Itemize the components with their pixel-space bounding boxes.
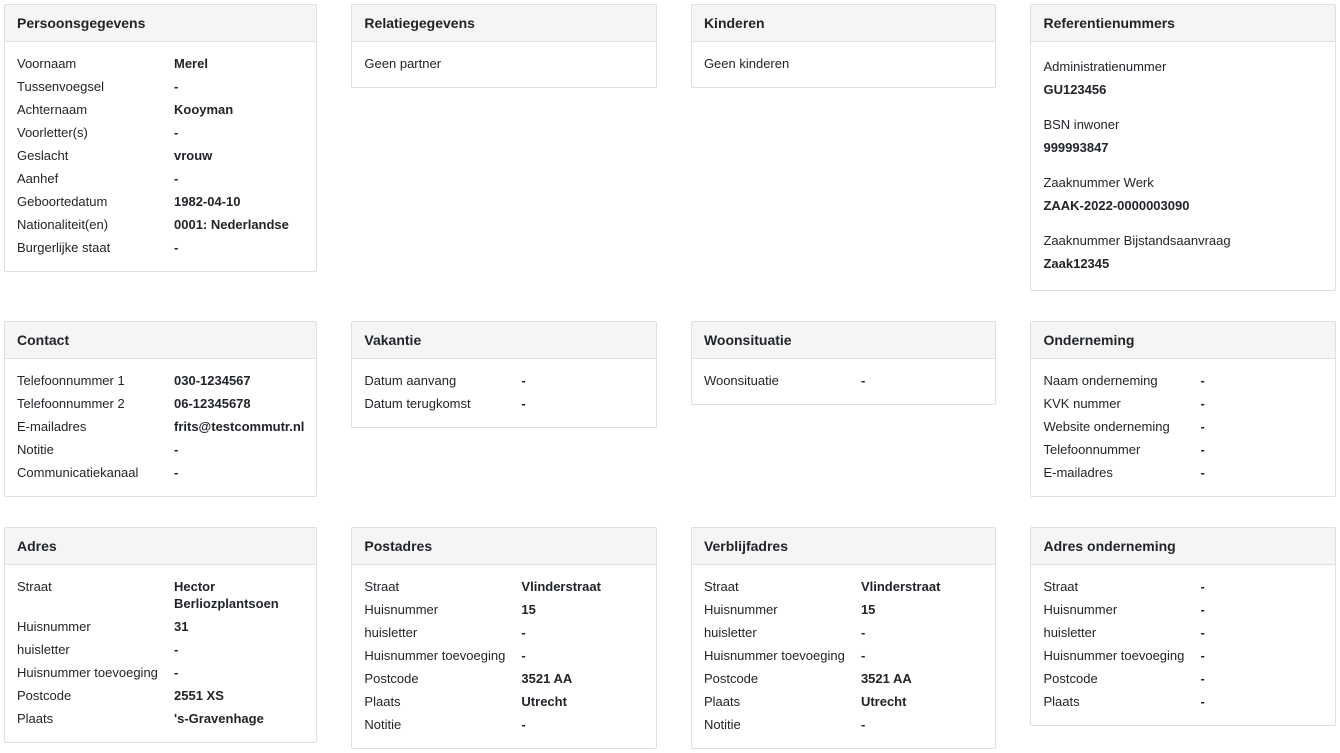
field-value: - (174, 642, 179, 657)
field-value: 15 (860, 602, 876, 617)
card-contact (4, 321, 317, 497)
field-label: Telefoonnummer 2 (17, 396, 125, 411)
card-persoonsgegevens (4, 4, 317, 272)
field-value: 1982-04-10 (174, 194, 241, 209)
card-title-adres-onderneming: Adres onderneming (1031, 528, 1335, 565)
field-value: 's-Gravenhage (174, 711, 264, 726)
field-row (364, 690, 644, 713)
reference-label: Administratienummer (1043, 59, 1167, 74)
card-body-kinderen (692, 42, 996, 87)
field-value: - (1200, 465, 1205, 480)
card-title-persoonsgegevens: Persoonsgegevens (5, 5, 316, 42)
field-label: Huisnummer (17, 619, 91, 634)
field-value: - (1200, 373, 1205, 388)
field-value: - (1200, 694, 1205, 709)
field-row (17, 167, 304, 190)
field-value: - (521, 396, 526, 411)
field-label: Plaats (364, 694, 401, 709)
card-title-referentienummers: Referentienummers (1031, 5, 1335, 42)
field-label: Postcode (703, 671, 759, 686)
field-value: - (860, 373, 866, 388)
field-row (17, 392, 304, 415)
reference-value: ZAAK-2022-0000003090 (1043, 198, 1190, 213)
field-label: huisletter (703, 625, 757, 640)
card-title-contact: Contact (5, 322, 316, 359)
reference-label: BSN inwoner (1043, 117, 1120, 132)
field-row (364, 644, 644, 667)
field-row (1043, 461, 1323, 484)
field-label: Datum aanvang (364, 373, 457, 388)
field-label: Plaats (1043, 694, 1080, 709)
card-body-relatiegegevens (352, 42, 656, 87)
field-value: - (1200, 396, 1205, 411)
field-label: Straat (364, 579, 400, 594)
field-row (1043, 598, 1323, 621)
card-body-contact (5, 359, 316, 496)
field-label: Telefoonnummer (1043, 442, 1141, 457)
field-row (704, 575, 984, 598)
field-value: 030-1234567 (174, 373, 251, 388)
field-row (704, 713, 984, 736)
reference-label: Zaaknummer Werk (1043, 175, 1154, 190)
card-kinderen (691, 4, 997, 88)
field-row (704, 667, 984, 690)
field-label: Straat (17, 579, 52, 594)
field-label: Telefoonnummer 1 (17, 373, 125, 388)
field-value: - (1200, 419, 1205, 434)
field-row (17, 615, 304, 638)
field-value: vrouw (174, 148, 213, 163)
card-adres-onderneming (1030, 527, 1336, 726)
field-label: Burgerlijke staat (17, 240, 111, 255)
card-verblijfadres (691, 527, 997, 749)
field-row (704, 690, 984, 713)
field-label: Huisnummer toevoeging (703, 648, 845, 663)
field-value: - (521, 625, 526, 640)
field-value: - (1200, 671, 1205, 686)
reference-value: 999993847 (1043, 140, 1109, 155)
card-body-referentienummers (1031, 42, 1335, 290)
field-row (1043, 369, 1323, 392)
card-onderneming (1030, 321, 1336, 497)
field-row (704, 369, 984, 392)
field-row (704, 621, 984, 644)
field-label: Notitie (17, 442, 54, 457)
field-label: Notitie (703, 717, 741, 732)
field-value: - (174, 125, 179, 140)
card-body-adres-onderneming (1031, 565, 1335, 725)
field-value: - (174, 171, 179, 186)
field-row (364, 713, 644, 736)
field-value: - (521, 648, 526, 663)
field-row (17, 190, 304, 213)
card-title-onderneming: Onderneming (1031, 322, 1335, 359)
field-label: Voornaam (17, 56, 77, 71)
field-value: - (174, 240, 179, 255)
field-label: Notitie (364, 717, 402, 732)
field-value: 3521 AA (860, 671, 912, 686)
field-value: - (174, 665, 179, 680)
field-row (704, 598, 984, 621)
field-row (17, 369, 304, 392)
card-postadres (351, 527, 657, 749)
reference-group (1043, 226, 1323, 278)
card-body-postadres (352, 565, 656, 748)
field-row (364, 598, 644, 621)
field-label: Geslacht (17, 148, 69, 163)
field-value: frits@testcommutr.nl (174, 419, 305, 434)
field-value: - (1200, 442, 1205, 457)
field-value: Merel (174, 56, 208, 71)
field-value: Kooyman (174, 102, 234, 117)
field-row (1043, 621, 1323, 644)
field-row (17, 461, 304, 484)
field-label: Tussenvoegsel (17, 79, 104, 94)
reference-label: Zaaknummer Bijstandsaanvraag (1043, 233, 1231, 248)
field-label: Postcode (17, 688, 72, 703)
field-value: Vlinderstraat (521, 579, 601, 594)
field-value: - (521, 373, 526, 388)
field-row (364, 575, 644, 598)
field-row (17, 707, 304, 730)
field-label: Huisnummer (703, 602, 778, 617)
field-label: Website onderneming (1043, 419, 1170, 434)
field-value: - (1200, 602, 1205, 617)
field-row (364, 667, 644, 690)
field-value: - (860, 717, 866, 732)
field-value: - (860, 648, 866, 663)
field-label: Straat (1043, 579, 1079, 594)
field-label: Huisnummer toevoeging (1043, 648, 1185, 663)
field-value: - (1200, 579, 1205, 594)
field-row (1043, 392, 1323, 415)
field-label: Plaats (17, 711, 54, 726)
field-label: Naam onderneming (1043, 373, 1158, 388)
field-row (1043, 644, 1323, 667)
card-body-woonsituatie (692, 359, 996, 404)
field-value: - (1200, 648, 1205, 663)
field-label: huisletter (364, 625, 418, 640)
field-row (1043, 667, 1323, 690)
card-referentienummers (1030, 4, 1336, 291)
field-value: - (860, 625, 866, 640)
card-body-onderneming (1031, 359, 1335, 496)
field-label: Nationaliteit(en) (17, 217, 109, 232)
field-label: E-mailadres (17, 419, 87, 434)
field-row (364, 621, 644, 644)
card-body-vakantie (352, 359, 656, 427)
field-row (364, 369, 644, 392)
card-title-kinderen: Kinderen (692, 5, 996, 42)
reference-group (1043, 52, 1323, 104)
field-value: - (1200, 625, 1205, 640)
field-row (17, 684, 304, 707)
field-label: KVK nummer (1043, 396, 1121, 411)
field-row (17, 144, 304, 167)
field-label: huisletter (17, 642, 70, 657)
field-label: Plaats (703, 694, 741, 709)
relatiegegevens-text: Geen partner (364, 56, 442, 71)
card-adres (4, 527, 317, 743)
reference-group (1043, 110, 1323, 162)
field-value: Utrecht (521, 694, 567, 709)
field-value: - (174, 442, 179, 457)
field-value: 15 (521, 602, 536, 617)
field-value: Vlinderstraat (860, 579, 941, 594)
field-row (704, 644, 984, 667)
field-label: Huisnummer (1043, 602, 1118, 617)
field-value: Hector Berliozplantsoen (174, 579, 279, 611)
field-row (17, 52, 304, 75)
card-title-postadres: Postadres (352, 528, 656, 565)
field-label: Postcode (1043, 671, 1098, 686)
field-label: huisletter (1043, 625, 1097, 640)
card-body-verblijfadres (692, 565, 996, 748)
card-body-adres (5, 565, 316, 742)
card-title-vakantie: Vakantie (352, 322, 656, 359)
field-row (17, 75, 304, 98)
field-label: Communicatiekanaal (17, 465, 139, 480)
card-body-persoonsgegevens (5, 42, 316, 271)
field-row (17, 575, 304, 615)
field-row (17, 638, 304, 661)
field-label: Straat (703, 579, 739, 594)
card-title-adres: Adres (5, 528, 316, 565)
field-label: Huisnummer toevoeging (364, 648, 506, 663)
field-value: - (174, 79, 179, 94)
card-title-relatiegegevens: Relatiegegevens (352, 5, 656, 42)
field-row (17, 415, 304, 438)
field-label: Geboortedatum (17, 194, 108, 209)
field-value: - (174, 465, 179, 480)
field-row (1043, 415, 1323, 438)
field-value: - (521, 717, 526, 732)
field-label: Huisnummer toevoeging (17, 665, 158, 680)
field-row (17, 98, 304, 121)
reference-value: Zaak12345 (1043, 256, 1110, 271)
field-row (1043, 438, 1323, 461)
card-woonsituatie (691, 321, 997, 405)
field-row (17, 213, 304, 236)
field-label: Voorletter(s) (17, 125, 88, 140)
field-row (17, 661, 304, 684)
field-value: 3521 AA (521, 671, 573, 686)
field-row (364, 392, 644, 415)
field-row (17, 121, 304, 144)
field-value: 06-12345678 (174, 396, 251, 411)
card-relatiegegevens (351, 4, 657, 88)
field-value: 31 (174, 619, 189, 634)
card-title-woonsituatie: Woonsituatie (692, 322, 996, 359)
field-label: Datum terugkomst (364, 396, 471, 411)
card-title-verblijfadres: Verblijfadres (692, 528, 996, 565)
field-label: Huisnummer (364, 602, 439, 617)
field-value: Utrecht (860, 694, 907, 709)
field-label: Woonsituatie (703, 373, 779, 388)
field-row (1043, 690, 1323, 713)
reference-group (1043, 168, 1323, 220)
field-label: Achternaam (17, 102, 88, 117)
kinderen-text: Geen kinderen (703, 56, 790, 71)
field-value: 2551 XS (174, 688, 224, 703)
field-label: Postcode (364, 671, 419, 686)
field-label: E-mailadres (1043, 465, 1113, 480)
field-row (17, 236, 304, 259)
field-row (17, 438, 304, 461)
field-row (1043, 575, 1323, 598)
field-label: Aanhef (17, 171, 59, 186)
reference-value: GU123456 (1043, 82, 1107, 97)
card-vakantie (351, 321, 657, 428)
field-value: 0001: Nederlandse (174, 217, 289, 232)
